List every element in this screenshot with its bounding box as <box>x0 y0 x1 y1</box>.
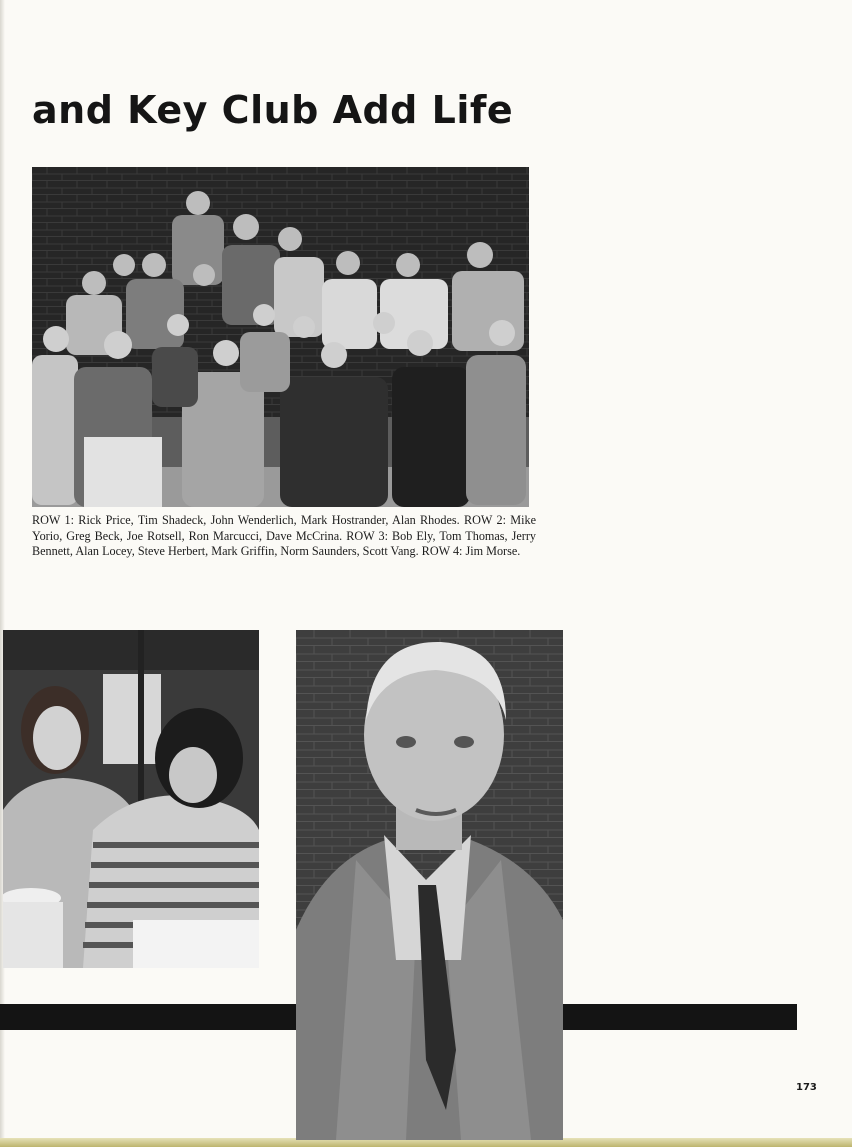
page-edge <box>0 0 5 1147</box>
divider-bar-left <box>0 1004 296 1030</box>
divider-bar-right <box>563 1004 797 1030</box>
advisor-portrait <box>296 630 563 1140</box>
group-photo <box>32 167 529 507</box>
page-number: 173 <box>796 1082 817 1093</box>
page-headline: and Key Club Add Life <box>32 88 514 132</box>
group-photo-caption: ROW 1: Rick Price, Tim Shadeck, John Wenderlich, Mark Hostrander, Alan Rhodes. ROW 2: Mike Yorio, Greg Beck, Joe Rotsell, Ron Marcucci, Dave McCrina. ROW 3: Bob Ely, Tom Thomas, Jerry Bennett, Alan Locey, Steve Herbert, Mark Griffin, Norm Saunders, Scott Vang. ROW 4: Jim Morse. <box>32 513 536 559</box>
students-photo <box>3 630 259 968</box>
